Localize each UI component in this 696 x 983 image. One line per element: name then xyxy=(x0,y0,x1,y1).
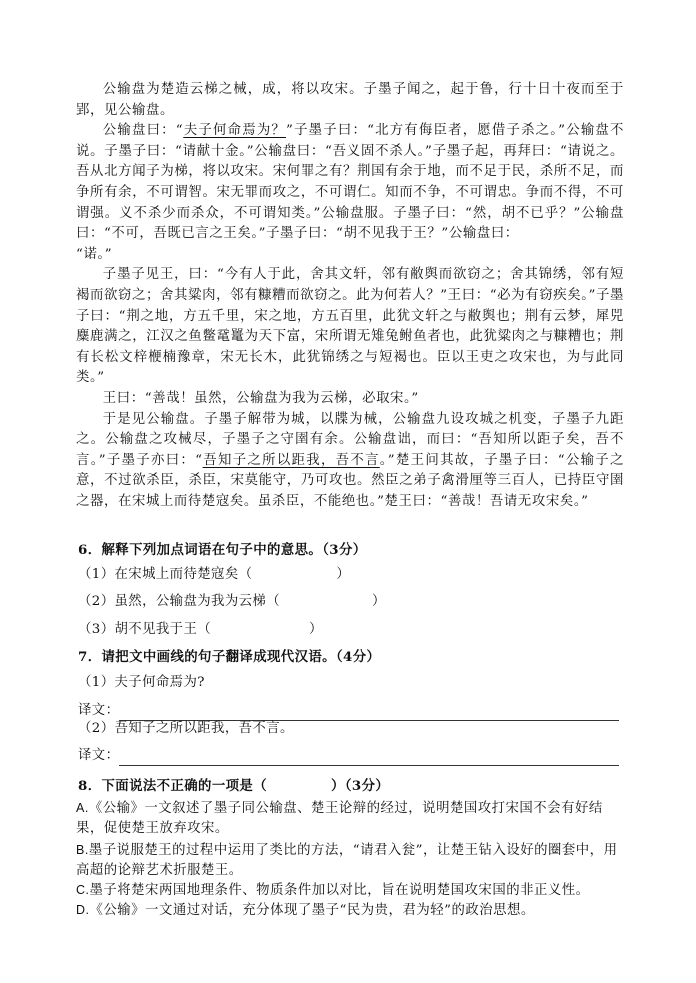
option-text: 《公输》一文通过对话，充分体现了墨子“民为贵，君为轻”的政治思想。 xyxy=(89,903,535,918)
question-6-item-1: （1）在宋城上而待楚寇矣（ ） xyxy=(78,567,351,582)
question-text: （2）虽然，公输盘为我为云梯（ xyxy=(78,594,280,609)
passage-paragraph-3: 子墨子见王，曰：“今有人于此，舍其文轩，邻有敝舆而欲窃之；舍其锦绣，邻有短褐而欲窃之；舍其粱肉，邻有糠糟而欲窃之。此为何若人？”王曰：“必为有窃疾矣。”子墨子曰：“荆之地，方五千里，宋之地，方五百里，此犹文轩之与敝舆也；荆有云梦，犀兕麋鹿满之，江汉之鱼鳖鼋鼍为天下富，宋所谓无雉兔鲋鱼者也，此犹粱肉之与糠糟也；荆有长松文梓楩楠豫章，宋无长木，此犹锦绣之与短褐也。臣以王吏之攻宋也，为与此同类。” xyxy=(76,267,624,386)
question-text: （1）在宋城上而待楚寇矣（ xyxy=(78,567,253,582)
passage-text: 公输盘曰：“ xyxy=(102,123,184,139)
question-6-item-3: （3）胡不见我于王（ ） xyxy=(78,622,323,637)
underlined-sentence-1: 夫子何命焉为？ xyxy=(183,123,287,139)
option-label: C. xyxy=(76,883,90,897)
question-7-item-1: （1）夫子何命焉为? xyxy=(78,675,205,690)
translation-label: 译文： xyxy=(78,748,120,763)
option-text: 墨子说服楚王的过程中运用了类比的方法，“请君入瓮”，让楚王钻入设好的圈套中，用高超的论辩艺术折服楚王。 xyxy=(76,843,618,879)
option-c[interactable] xyxy=(76,880,624,901)
passage-paragraph-4: 王曰：“善哉！虽然，公输盘为我为云梯，必取宋。” xyxy=(102,390,419,406)
option-b[interactable] xyxy=(76,840,624,882)
question-7-item-2: （2）吾知子之所以距我，吾不言。 xyxy=(78,721,294,736)
translation-label: 译文： xyxy=(78,703,120,718)
classical-passage xyxy=(76,80,624,512)
passage-paragraph-2-end: “诺。” xyxy=(76,246,113,262)
option-label: D. xyxy=(76,903,90,917)
underlined-sentence-2: 吾知子之所以距我，吾不言 xyxy=(202,452,380,468)
option-d[interactable] xyxy=(76,900,624,921)
passage-paragraph-2 xyxy=(76,121,624,245)
question-6-item-2: （2）虽然，公输盘为我为云梯（ ） xyxy=(78,594,386,609)
question-8-title: 8．下面说法不正确的一项是（ ）（3分） xyxy=(78,778,390,794)
passage-text: 于是见公输盘。子墨子解带为城，以牒为械，公输盘九设攻城之机变，子墨子九距之。公输盘之攻械尽，子墨子之守圉有余。公输盘诎，而曰：“吾知所以距子矣，吾不言。”子墨子亦曰：“ xyxy=(76,411,624,468)
translation-answer-line[interactable] xyxy=(119,751,619,766)
question-6-title: 6．解释下列加点词语在句子中的意思。（3分） xyxy=(78,542,367,558)
translation-row-1 xyxy=(78,701,619,721)
question-text: （3）胡不见我于王（ xyxy=(78,622,212,637)
passage-paragraph-1: 公输盘为楚造云梯之械，成，将以攻宋。子墨子闻之，起于鲁，行十日十夜而至于郢，见公输盘。 xyxy=(76,82,624,118)
translation-row-2 xyxy=(78,746,619,766)
question-7-title: 7．请把文中画线的句子翻译成现代汉语。（4分） xyxy=(78,649,381,665)
option-label: B. xyxy=(76,843,89,857)
option-label: A. xyxy=(76,801,89,815)
passage-text: 。”楚王问其故，子墨子曰：“公输子之意，不过欲杀臣，杀臣，宋莫能守，乃可攻也。然臣之弟子禽滑厘等三百人，已持臣守圉之器，在宋城上而待楚寇矣。虽杀臣，不能绝也。”楚王曰：“善哉！吾请无攻宋矣。” xyxy=(76,452,624,509)
option-a[interactable] xyxy=(76,798,624,840)
passage-paragraph-5 xyxy=(76,410,624,513)
option-text: 《公输》一文叙述了墨子同公输盘、楚王论辩的经过，说明楚国攻打宋国不会有好结果，促使楚王放弃攻宋。 xyxy=(76,801,603,837)
passage-text: ”子墨子曰：“北方有侮臣者，愿借子杀之。”公输盘不说。子墨子曰：“请献十金。”公输盘曰：“吾义固不杀人。”子墨子起，再拜曰：“请说之。吾从北方闻子为梯，将以攻宋。宋何罪之有？荆国有余于地，而不足于民，杀所不足，而争所有余，不可谓智。宋无罪而攻之，不可谓仁。知而不争，不可谓忠。争而不得，不可谓强。义不杀少而杀众，不可谓知类。”公输盘服。子墨子曰：“然，胡不已乎？”公输盘曰：“不可，吾既已言之王矣。”子墨子曰：“胡不见我于王？”公输盘曰： xyxy=(76,123,625,242)
option-text: 墨子将楚宋两国地理条件、物质条件加以对比，旨在说明楚国攻宋国的非正义性。 xyxy=(89,883,590,898)
